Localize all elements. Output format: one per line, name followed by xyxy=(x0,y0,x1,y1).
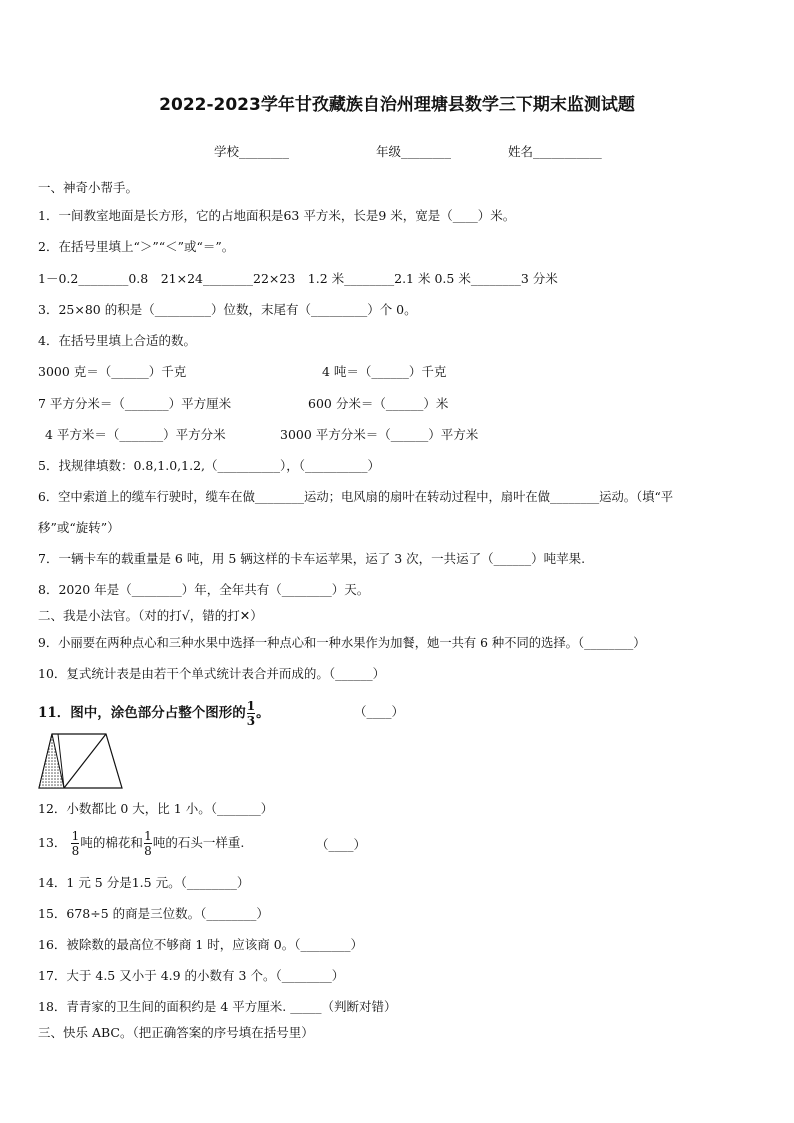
name-field: 姓名___________ xyxy=(508,144,602,159)
question-3: 3．25×80 的积是（_________）位数，末尾有（_________）个 0。 xyxy=(38,302,417,317)
question-13 xyxy=(38,830,244,857)
question-11-end: 。 xyxy=(256,705,270,721)
question-4-item-d: 600 分米＝（______）米 xyxy=(308,396,449,411)
grade-field: 年级________ xyxy=(376,144,452,159)
question-13-end: 吨的石头一样重. xyxy=(152,835,245,850)
fraction-numerator: 1 xyxy=(144,829,152,843)
question-6-line-2: 移”或“旋转”） xyxy=(38,520,120,535)
question-1: 1．一间教室地面是长方形，它的占地面积是63 平方米，长是9 米，宽是（____）米。 xyxy=(38,208,516,223)
shaded-triangle-figure xyxy=(36,730,126,792)
question-13-number: 13． xyxy=(38,835,67,850)
fraction-one-eighth-a xyxy=(71,830,79,857)
section-1-heading: 一、神奇小帮手。 xyxy=(38,180,139,195)
question-11-blank: （____） xyxy=(354,704,405,719)
question-16: 16．被除数的最高位不够商 1 时，应该商 0。（________） xyxy=(38,937,363,952)
question-5: 5．找规律填数：0.8,1.0,1.2,（__________），（__________） xyxy=(38,458,381,473)
fraction-numerator: 1 xyxy=(246,699,256,713)
question-11 xyxy=(38,700,270,727)
question-11-text: 11．图中，涂色部分占整个图形的 xyxy=(38,705,246,721)
school-field: 学校________ xyxy=(214,144,290,159)
question-12: 12．小数都比 0 大，比 1 小。（_______） xyxy=(38,801,274,816)
question-14: 14．1 元 5 分是1.5 元。（________） xyxy=(38,875,250,890)
question-4-item-a: 3000 克＝（______）千克 xyxy=(38,364,187,379)
question-4-item-e: 4 平方米＝（_______）平方分米 xyxy=(45,427,226,442)
question-13-blank: （____） xyxy=(316,837,367,852)
fraction-denominator: 8 xyxy=(144,844,152,858)
question-4-item-f: 3000 平方分米＝（______）平方米 xyxy=(280,427,479,442)
question-4-item-b: 4 吨＝（______）千克 xyxy=(322,364,447,379)
question-4-item-c: 7 平方分米＝（_______）平方厘米 xyxy=(38,396,232,411)
fraction-one-eighth-b xyxy=(144,830,152,857)
fraction-numerator: 1 xyxy=(71,829,80,843)
question-2-comparisons: 1－0.2________0.8 21×24________22×23 1.2 米________2.1 米 0.5 米________3 分米 xyxy=(38,271,558,286)
fraction-one-third xyxy=(247,700,255,727)
fraction-denominator: 3 xyxy=(246,714,256,728)
question-15: 15．678÷5 的商是三位数。（________） xyxy=(38,906,269,921)
fraction-denominator: 8 xyxy=(71,844,80,858)
question-2: 2．在括号里填上“＞”“＜”或“＝”。 xyxy=(38,239,235,254)
question-17: 17．大于 4.5 又小于 4.9 的小数有 3 个。（________） xyxy=(38,968,345,983)
question-6-line-1: 6．空中索道上的缆车行驶时，缆车在做________运动；电风扇的扇叶在转动过程中，扇叶在做________运动。（填“平 xyxy=(38,490,674,504)
question-9: 9．小丽要在两种点心和三种水果中选择一种点心和一种水果作为加餐，她一共有 6 种不同的选择。（________） xyxy=(38,636,646,650)
section-3-heading: 三、快乐 ABC。（把正确答案的序号填在括号里） xyxy=(38,1025,314,1040)
question-13-middle: 吨的棉花和 xyxy=(80,835,143,850)
section-2-heading: 二、我是小法官。（对的打√，错的打✕） xyxy=(38,608,263,623)
page-title: 2022-2023学年甘孜藏族自治州理塘县数学三下期末监测试题 xyxy=(159,95,635,115)
question-4: 4．在括号里填上合适的数。 xyxy=(38,333,196,348)
question-10: 10．复式统计表是由若干个单式统计表合并而成的。（______） xyxy=(38,666,386,681)
question-18: 18．青青家的卫生间的面积约是 4 平方厘米. _____（判断对错） xyxy=(38,999,397,1014)
question-7: 7．一辆卡车的载重量是 6 吨，用 5 辆这样的卡车运苹果，运了 3 次，一共运了（______）吨苹果. xyxy=(38,551,586,566)
question-8: 8．2020 年是（________）年，全年共有（________）天。 xyxy=(38,582,370,597)
